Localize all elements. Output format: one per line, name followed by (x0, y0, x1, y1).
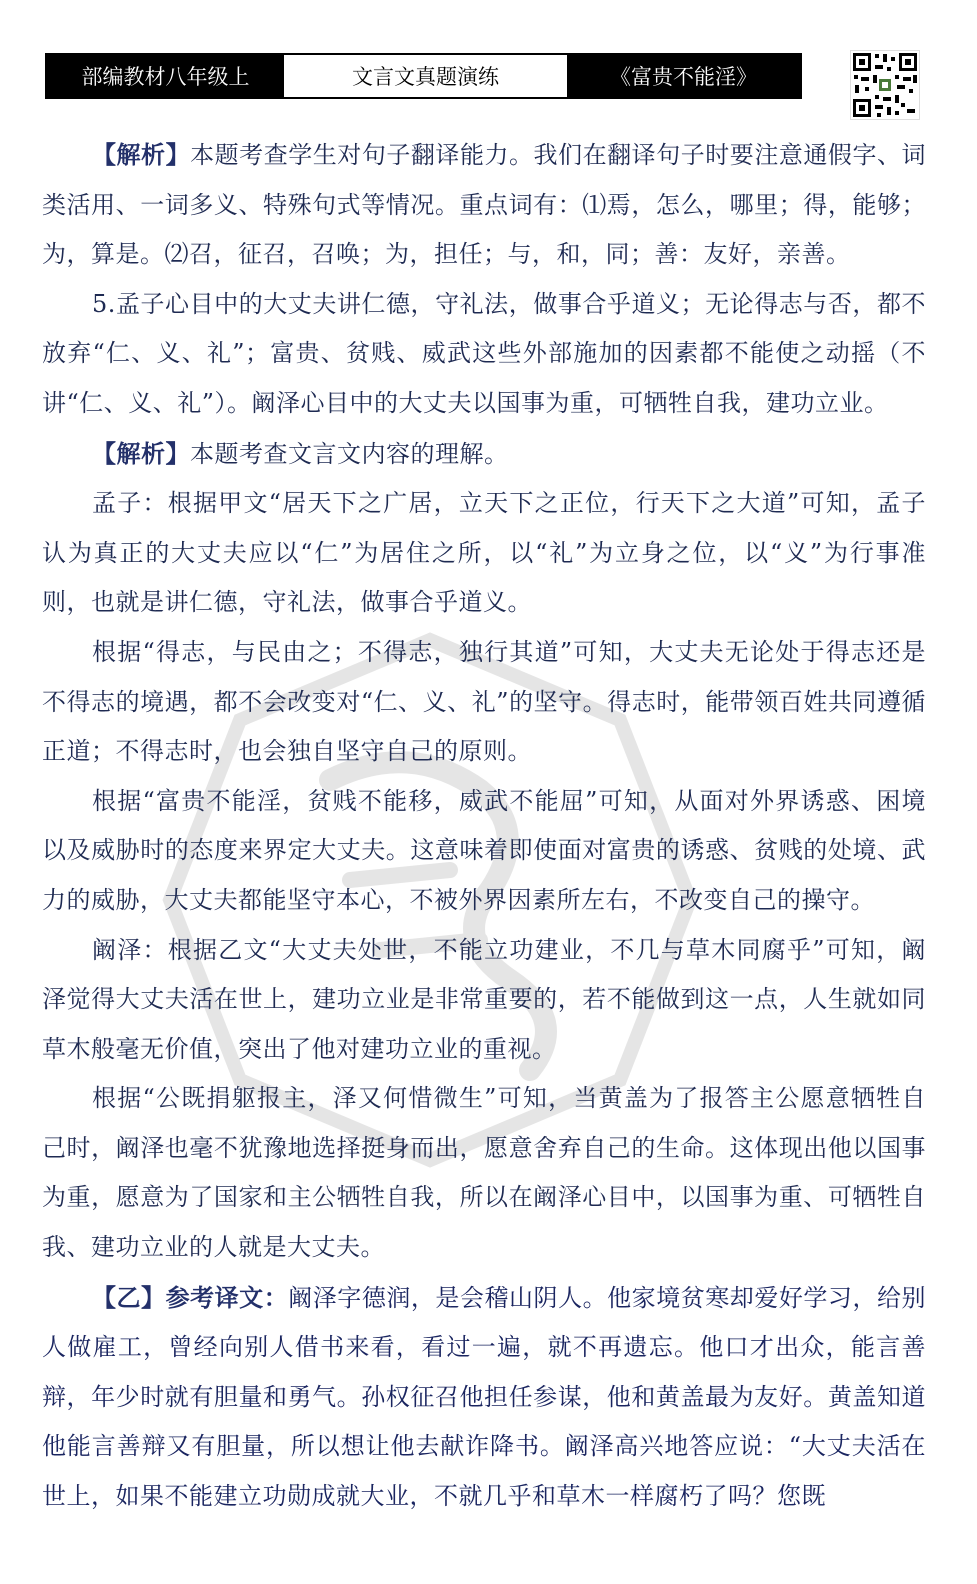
mencius-paragraph-2: 根据“得志，与民由之；不得志，独行其道”可知，大丈夫无论处于得志还是不得志的境遇，都不会改变对“仁、义、礼”的坚守。得志时，能带领百姓共同遵循正道；不得志时，也会独自坚守自己的原则。 (42, 637, 926, 766)
header-section: 文言文真题演练 (284, 55, 567, 97)
kanze-paragraph-2: 根据“公既捐躯报主，泽又何惜微生”可知，当黄盖为了报答主公愿意牺牲自己时，阚泽也毫不犹豫地选择挺身而出，愿意舍弃自己的生命。这体现出他以国事为重，愿意为了国家和主公牺牲自我，所以在阚泽心目中，以国事为重、可牺牲自我、建功立业的人就是大丈夫。 (42, 1084, 926, 1262)
qr-code-icon (850, 50, 920, 120)
analysis-tag: 【解析】 (92, 438, 190, 468)
mencius-paragraph-3: 根据“富贵不能淫，贫贱不能移，威武不能屈”可知，从面对外界诱惑、困境以及威胁时的态度来界定大丈夫。这意味着即使面对富贵的诱惑、贫贱的处境、武力的威胁，大丈夫都能坚守本心，不被外界因素所左右，不改变自己的操守。 (42, 786, 926, 914)
translation-text: 阚泽字德润，是会稽山阴人。他家境贫寒却爱好学习，给别人做雇工，曾经向别人借书来看，看过一遍，就不再遗忘。他口才出众，能言善辩，年少时就有胆量和勇气。孙权征召他担任参谋，他和黄盖最为友好。黄盖知道他能言善辩又有胆量，所以想让他去献诈降书。阚泽高兴地答应说：“大丈夫活在世上，如果不能建立功勋成就大业，不就几乎和草木一样腐朽了吗？您既 (42, 1283, 927, 1511)
header-title: 《富贵不能淫》 (567, 55, 800, 97)
analysis-paragraph-2 (42, 429, 926, 480)
analysis-paragraph-1 (42, 130, 926, 280)
document-body (42, 130, 926, 1522)
header-grade: 部编教材八年级上 (47, 55, 284, 97)
analysis-text: 本题考查文言文内容的理解。 (190, 439, 509, 468)
analysis-text: 本题考查学生对句子翻译能力。我们在翻译句子时要注意通假字、词类活用、一词多义、特殊句式等情况。重点词有：⑴焉，怎么，哪里；得，能够；为，算是。⑵召，征召，召唤；为，担任；与，和，同；善：友好，亲善。 (42, 141, 927, 269)
answer-5-paragraph: 5.孟子心目中的大丈夫讲仁德，守礼法，做事合乎道义；无论得志与否，都不放弃“仁、义、礼”；富贵、贫贱、威武这些外部施加的因素都不能使之动摇（不讲“仁、义、礼”）。阚泽心目中的大丈夫以国事为重，可牺牲自我，建功立业。 (42, 289, 926, 417)
translation-paragraph (42, 1273, 926, 1522)
analysis-tag: 【解析】 (92, 140, 191, 169)
mencius-paragraph: 孟子：根据甲文“居天下之广居，立天下之正位，行天下之大道”可知，孟子认为真正的大丈夫应以“仁”为居住之所，以“礼”为立身之位，以“义”为行事准则，也就是讲仁德，守礼法，做事合乎道义。 (42, 489, 926, 617)
kanze-paragraph: 阚泽：根据乙文“大丈夫处世，不能立功建业，不几与草木同腐乎”可知，阚泽觉得大丈夫活在世上，建功立业是非常重要的，若不能做到这一点，人生就如同草木般毫无价值，突出了他对建功立业的重视。 (42, 935, 926, 1063)
header-bar (45, 53, 802, 99)
translation-tag: 【乙】参考译文： (92, 1282, 289, 1312)
